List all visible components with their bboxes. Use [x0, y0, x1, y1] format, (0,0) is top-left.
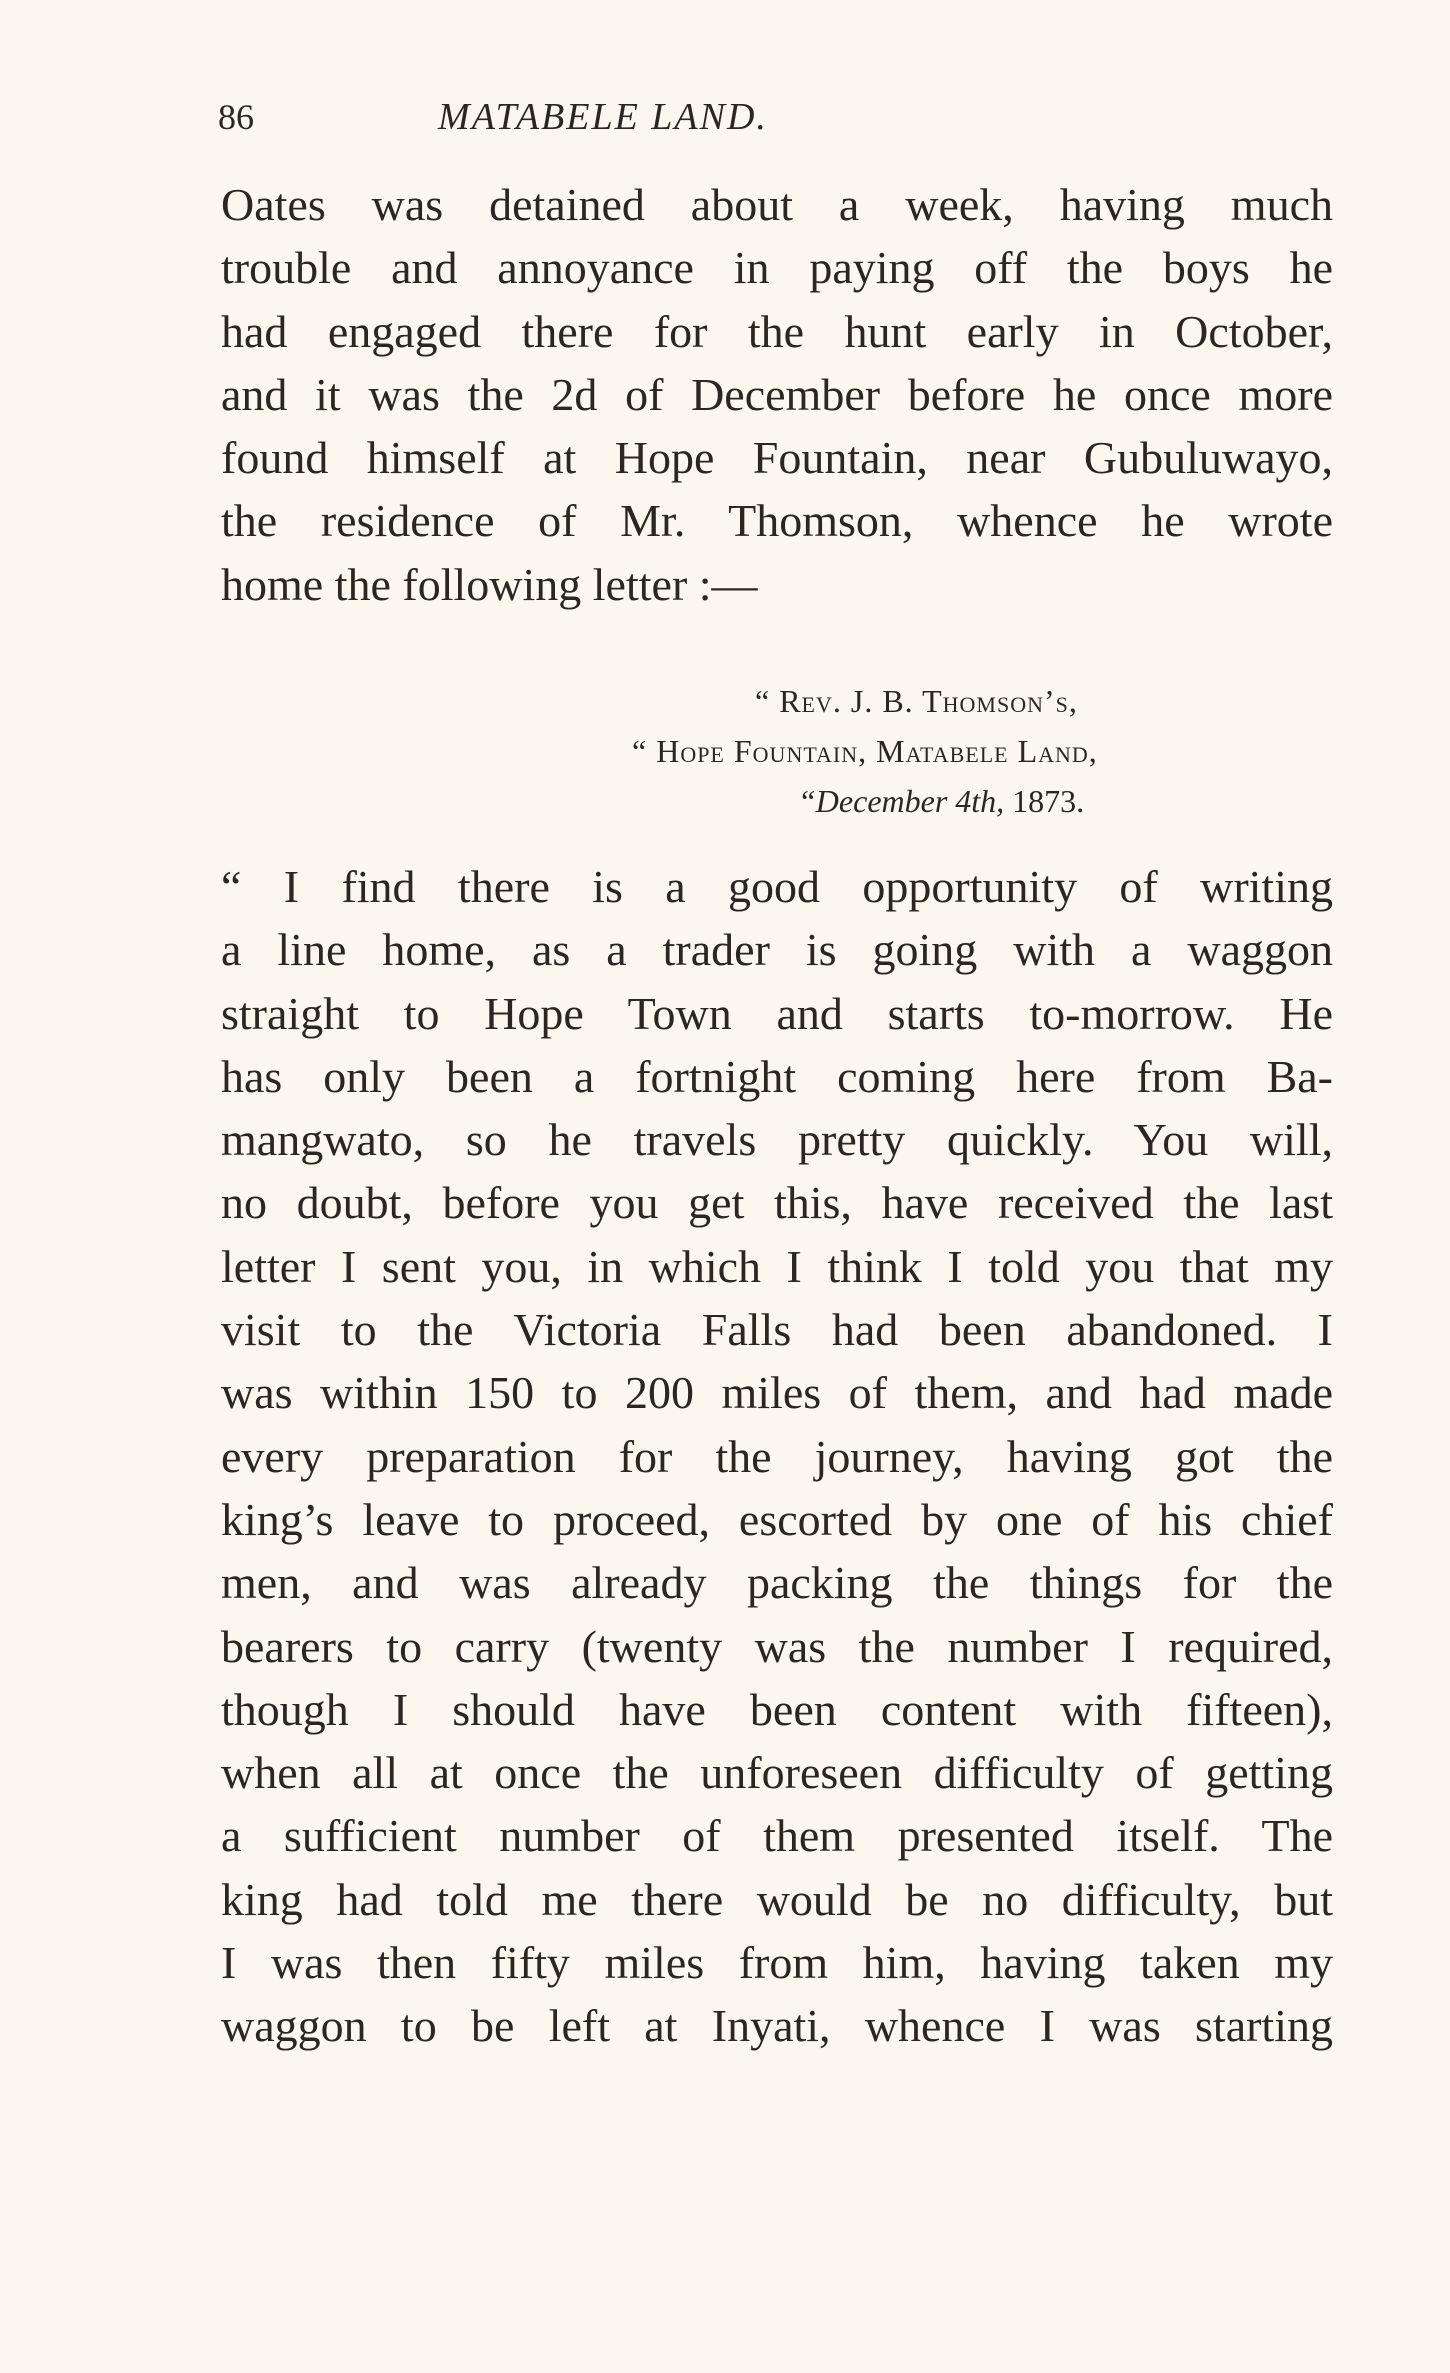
text-line: letter I sent you, in which I think I told you that my [221, 1240, 1333, 1292]
text-line: a line home, as a trader is going with a waggon [221, 924, 1333, 976]
text-line: men, and was already packing the things for the [221, 1557, 1333, 1609]
page-number: 86 [218, 97, 254, 137]
text-line: had engaged there for the hunt early in October, [221, 305, 1333, 357]
text-line: straight to Hope Town and starts to-morrow. He [221, 987, 1333, 1039]
text-line: “ I find there is a good opportunity of writing [221, 861, 1333, 912]
letter-address-line: “ Hope Fountain, Matabele Land, [632, 733, 1098, 769]
letter-address-line: “ Rev. J. B. Thomson’s, [755, 683, 1078, 719]
text-line: mangwato, so he travels pretty quickly. You will, [221, 1114, 1333, 1166]
text-line: bearers to carry (twenty was the number I required, [221, 1620, 1333, 1672]
text-line: has only been a fortnight coming here from Ba- [221, 1050, 1333, 1102]
text-line: I was then fifty miles from him, having taken my [221, 1937, 1333, 1989]
text-line: when all at once the unforeseen difficulty of getting [221, 1747, 1333, 1799]
text-line: visit to the Victoria Falls had been abandoned. I [221, 1304, 1333, 1356]
text-line: home the following letter :— [221, 558, 758, 610]
text-line: waggon to be left at Inyati, whence I was starting [221, 2000, 1333, 2052]
running-title: MATABELE LAND. [438, 96, 768, 138]
text-line: king’s leave to proceed, escorted by one of his chief [221, 1493, 1333, 1545]
text-line: king had told me there would be no difficulty, but [221, 1873, 1333, 1925]
letter-year: 1873. [1012, 783, 1085, 819]
text-line: no doubt, before you get this, have received the last [221, 1177, 1333, 1229]
text-line: and it was the 2d of December before he once more [221, 368, 1333, 420]
paragraph-letter [221, 855, 1333, 2058]
text-line: though I should have been content with fifteen), [221, 1683, 1333, 1735]
running-head [218, 92, 988, 142]
text-line: a sufficient number of them presented itself. The [221, 1810, 1333, 1862]
text-line: found himself at Hope Fountain, near Gubuluwayo, [221, 432, 1333, 484]
text-line: trouble and annoyance in paying off the boys he [221, 242, 1333, 294]
letter-date: “December 4th, [798, 783, 1005, 819]
text-line: was within 150 to 200 miles of them, and had made [221, 1367, 1333, 1419]
letter-date-line [620, 776, 1320, 826]
text-line: Oates was detained about a week, having much [221, 179, 1333, 230]
text-line: every preparation for the journey, having got the [221, 1430, 1333, 1482]
text-line: the residence of Mr. Thomson, whence he wrote [221, 495, 1333, 547]
paragraph-narrative [221, 173, 1333, 616]
letter-heading [620, 676, 1320, 826]
